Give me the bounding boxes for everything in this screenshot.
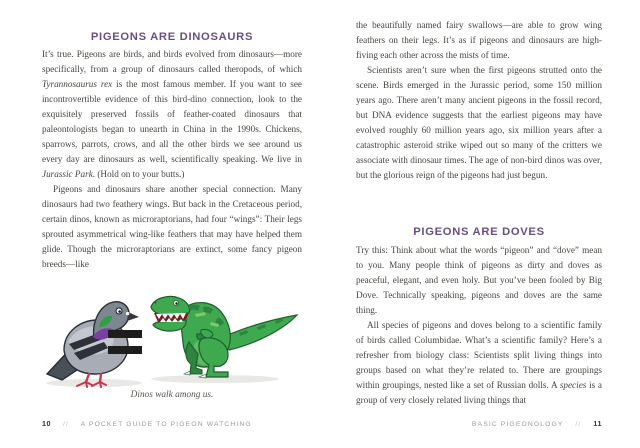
footer-separator: //	[575, 421, 582, 428]
right-page-body-text-top: the beautifully named fairy swallows—are able to grow wing feathers on their legs. It’s as if pigeons and dinosaurs are high-fiving each other across the mists of time. Scientists aren’t sure when the first pigeons strutted onto the scene. Birds emerged in the Jurassic period, some 150 million years ago. There aren’t many ancient pigeons in the fossil record, but DNA evidence suggests that the earliest pigeons may have evolved roughly 60 million years ago, six million years after a catastrophic asteroid strike wiped out so many of the critters we associate with dinosaur times. The age of non-bird dinos was over, but the glorious reign of the pigeons had just begun.	[356, 20, 602, 180]
pigeon-equals-trex-illustration	[42, 292, 302, 390]
right-page-body-text-bottom: Try this: Think about what the words “pigeon” and “dove” mean to you. Many people think of pigeons as dirty and doves as peaceful, elegant, and even holy. But you’ve been fooled by Big Dove. Technically speaking, pigeons and doves are the same thing. All species of pigeons and doves belong to a scientific family of birds called Columbidae. What’s a scientific family? Here’s a refresher from biology class: Scientists split living things into groups based on what they’re related to. There are groupings within groupings, nested like a set of Russian dolls. A species is a group of very closely related living things that	[356, 245, 602, 405]
footer-separator: //	[63, 421, 69, 428]
chapter-running-head: BASIC PIGEONOLOGY	[471, 421, 564, 428]
illustration-caption: Dinos walk among us.	[130, 390, 214, 400]
trex-icon	[143, 294, 301, 384]
left-page-number: 10	[42, 419, 51, 428]
equals-bar-top	[108, 330, 142, 338]
left-page-body-text: It’s true. Pigeons are birds, and birds evolved from dinosaurs—more specifically, from a group of dinosaurs called theropods, of which Tyrannosaurus rex is the most famous member. If you want to see incontrovertible evidence of this bird-dino connection, look to the exquisitely preserved fossils of feather-coated dinosaurs that paleontologists began to unearth in China in the 1990s. Chickens, sparrows, parrots, crows, and all the other birds we see around us every day are dinosaurs as well, scientifically speaking. We live in Jurassic Park. (Hold on to your butts.) Pigeons and dinosaurs share another special connection. Many dinosaurs had two feathery wings. But back in the Cretaceous period, certain dinos, known as microraptorians, had four “wings”: Their legs sprouted asymmetrical wing-like feathers that may have helped them glide. Though the microraptorians are extinct, some fancy pigeon breeds—like	[42, 49, 302, 269]
right-page-footer	[472, 419, 602, 428]
section-heading-pigeons-are-doves: PIGEONS ARE DOVES	[413, 226, 545, 238]
equals-sign	[108, 330, 142, 354]
equals-bar-bottom	[108, 346, 142, 354]
trex-illustration	[143, 294, 301, 389]
book-title-running-head: A POCKET GUIDE TO PIGEON WATCHING	[80, 421, 252, 428]
section-heading-pigeons-are-dinosaurs: PIGEONS ARE DINOSAURS	[90, 31, 254, 43]
left-page-footer	[42, 419, 252, 428]
right-page-number: 11	[593, 419, 602, 428]
